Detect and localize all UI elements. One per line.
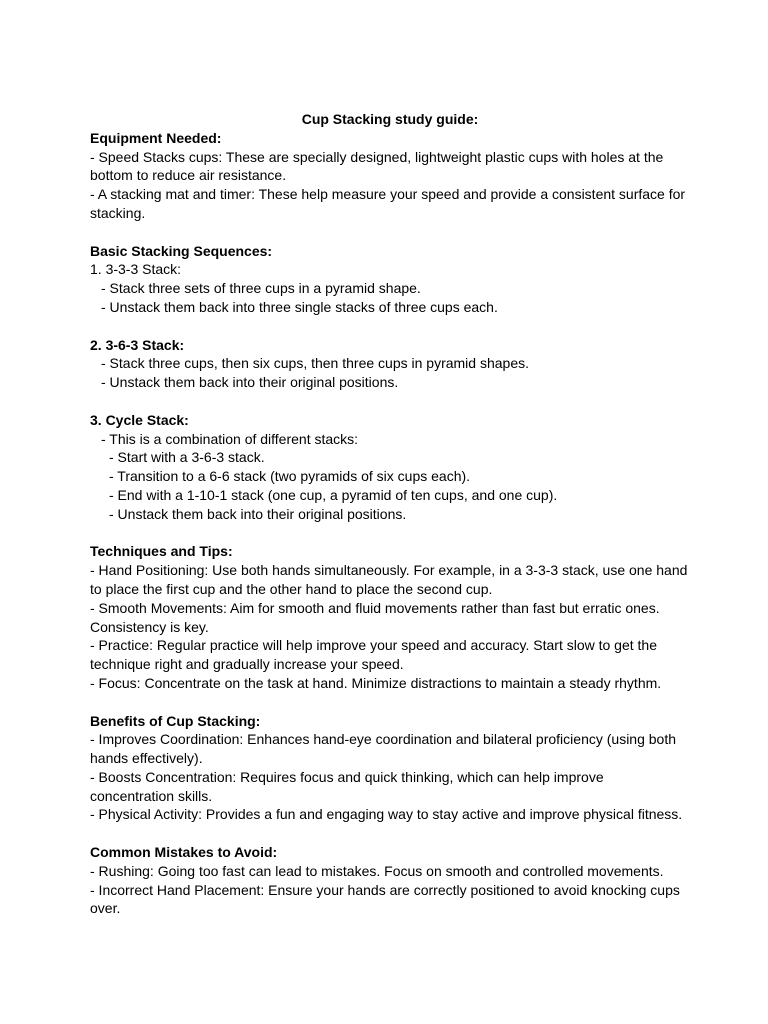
mistake-item: - Rushing: Going too fast can lead to mistakes. Focus on smooth and controlled movements. <box>90 862 664 879</box>
benefits-heading: Benefits of Cup Stacking: <box>90 712 261 729</box>
mistake-item: - Incorrect Hand Placement: Ensure your hands are correctly positioned to avoid knocking cups over. <box>90 881 684 917</box>
sequence-333-step: - Stack three sets of three cups in a pyramid shape. <box>101 280 421 297</box>
technique-item: - Smooth Movements: Aim for smooth and fluid movements rather than fast but erratic ones. Consistency is key. <box>90 599 664 635</box>
equipment-heading: Equipment Needed: <box>90 129 222 146</box>
spacer <box>90 392 690 411</box>
equipment-item: - Speed Stacks cups: These are specially designed, lightweight plastic cups with holes at the bottom to reduce air resistance. <box>90 148 668 184</box>
cycle-stack-step: - End with a 1-10-1 stack (one cup, a pyramid of ten cups, and one cup). <box>109 486 558 503</box>
spacer <box>90 223 690 242</box>
spacer <box>90 824 690 843</box>
benefit-item: - Physical Activity: Provides a fun and engaging way to stay active and improve physical fitness. <box>90 806 683 823</box>
spacer <box>90 524 690 543</box>
cycle-stack-step: - Transition to a 6-6 stack (two pyramids of six cups each). <box>109 468 471 485</box>
document-page <box>90 110 690 918</box>
cycle-stack-step: - Start with a 3-6-3 stack. <box>109 449 265 466</box>
spacer <box>90 693 690 712</box>
technique-item: - Practice: Regular practice will help improve your speed and accuracy. Start slow to get the technique right and gradually increase your speed. <box>90 637 661 673</box>
spacer <box>90 317 690 336</box>
cycle-stack-intro: - This is a combination of different stacks: <box>101 430 359 447</box>
technique-item: - Hand Positioning: Use both hands simultaneously. For example, in a 3-3-3 stack, use one hand to place the first cup and the other hand to place the second cup. <box>90 562 692 597</box>
techniques-heading: Techniques and Tips: <box>90 543 233 560</box>
sequence-363-title: 2. 3-6-3 Stack: <box>90 336 185 353</box>
benefit-item: - Boosts Concentration: Requires focus and quick thinking, which can help improve concentration skills. <box>90 768 608 804</box>
sequence-363-step: - Unstack them back into their original positions. <box>101 374 399 391</box>
benefit-item: - Improves Coordination: Enhances hand-eye coordination and bilateral proficiency (using both hands effectively). <box>90 731 680 767</box>
equipment-item: - A stacking mat and timer: These help measure your speed and provide a consistent surface for stacking. <box>90 186 689 221</box>
sequence-363-step: - Stack three cups, then six cups, then three cups in pyramid shapes. <box>101 355 529 372</box>
mistakes-heading: Common Mistakes to Avoid: <box>90 844 278 861</box>
technique-item: - Focus: Concentrate on the task at hand. Minimize distractions to maintain a steady rhythm. <box>90 674 662 691</box>
cycle-stack-step: - Unstack them back into their original positions. <box>109 505 407 522</box>
sequence-333-step: - Unstack them back into three single stacks of three cups each. <box>101 298 498 315</box>
sequence-333-title: 1. 3-3-3 Stack: <box>90 261 182 278</box>
cycle-stack-title: 3. Cycle Stack: <box>90 411 189 428</box>
sequences-heading: Basic Stacking Sequences: <box>90 242 273 259</box>
page-title: Cup Stacking study guide: <box>301 111 479 127</box>
